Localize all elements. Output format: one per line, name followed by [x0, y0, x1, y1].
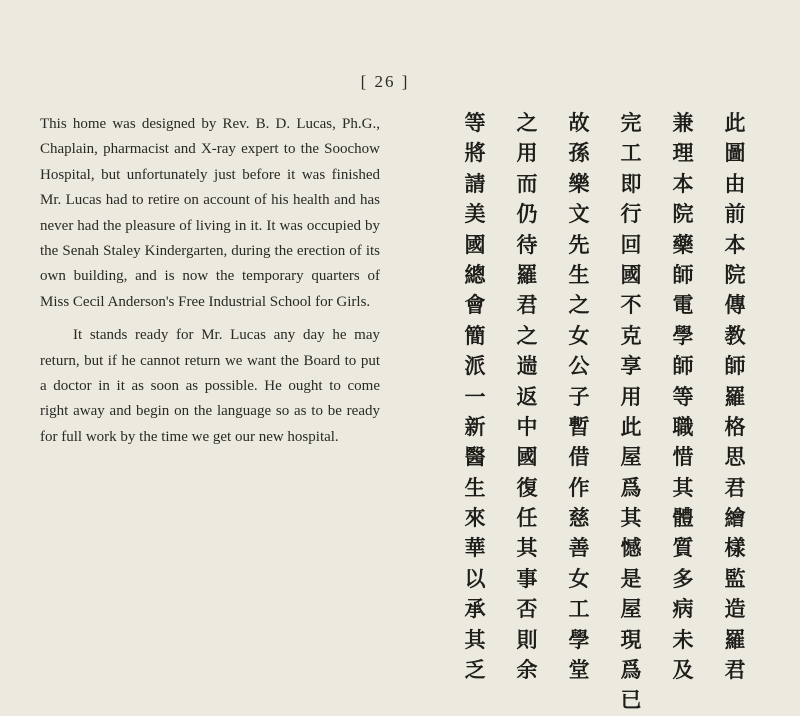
- chinese-char: 故: [568, 111, 590, 135]
- chinese-char: 文: [568, 202, 590, 227]
- chinese-char: 前: [724, 202, 746, 227]
- chinese-char: 醫: [464, 445, 486, 470]
- chinese-char: 繪: [724, 506, 746, 531]
- chinese-char: 遄: [516, 354, 538, 379]
- chinese-char: 師: [672, 262, 694, 287]
- chinese-char: 師: [672, 354, 694, 379]
- chinese-char: 思: [724, 445, 746, 470]
- chinese-char: 新: [464, 414, 486, 439]
- chinese-char: 華: [464, 536, 486, 561]
- chinese-char: 兼: [672, 111, 694, 135]
- chinese-column-2: [668, 108, 698, 716]
- chinese-char: 行: [620, 202, 642, 227]
- chinese-char: 爲: [620, 475, 642, 500]
- chinese-char: 善: [568, 536, 590, 561]
- chinese-char: 其: [464, 627, 486, 652]
- chinese-char: 本: [672, 171, 694, 196]
- chinese-char: 其: [516, 536, 538, 561]
- chinese-char: 先: [568, 232, 590, 257]
- chinese-char: 由: [724, 171, 746, 196]
- chinese-char: 及: [672, 658, 694, 683]
- chinese-char: 學: [568, 627, 590, 652]
- chinese-char: 總: [464, 262, 486, 287]
- chinese-char: 惜: [672, 445, 694, 470]
- chinese-char: 國: [620, 262, 642, 287]
- chinese-column-1: [720, 108, 750, 716]
- chinese-char: 質: [672, 536, 694, 561]
- chinese-char: 現: [620, 627, 642, 652]
- chinese-char: 一: [464, 384, 486, 409]
- chinese-char: 屋: [620, 597, 642, 622]
- page-number: [ 26 ]: [360, 72, 410, 91]
- chinese-char: 院: [672, 202, 694, 227]
- chinese-char: 樣: [724, 536, 746, 561]
- chinese-char: 之: [568, 293, 590, 318]
- chinese-char: 承: [464, 597, 486, 622]
- chinese-char: 美: [464, 202, 486, 227]
- chinese-char: 余: [516, 658, 538, 683]
- chinese-char: 仍: [516, 202, 538, 227]
- chinese-char: 工: [568, 597, 590, 622]
- chinese-char: 屋: [620, 445, 642, 470]
- chinese-char: 格: [724, 414, 746, 439]
- chinese-column-4: [564, 108, 594, 716]
- chinese-column-6: [460, 108, 490, 716]
- chinese-char: 病: [672, 597, 694, 622]
- chinese-char: 生: [568, 262, 590, 287]
- chinese-char: 國: [464, 232, 486, 257]
- chinese-char: 本: [724, 232, 746, 257]
- chinese-char: 暫: [568, 414, 590, 439]
- chinese-column-5: [512, 108, 542, 716]
- chinese-char: 用: [516, 141, 538, 166]
- chinese-char: 借: [568, 445, 590, 470]
- chinese-char: 未: [672, 627, 694, 652]
- english-paragraph-1: This home was designed by Rev. B. D. Lucas, Ph.G., Chaplain, pharmacist and X-ray expert to the Soochow Hospital, but unfortunately just before it was finished Mr. Lucas had to retire on account of his health and has never had the pleasure of living in it. It was occupied by the Senah Staley Kindergarten, during the erection of its own building, and is now the temporary quarters of Miss Cecil Anderson's Free Industrial School for Girls.: [40, 116, 380, 310]
- chinese-char: 堂: [568, 658, 590, 683]
- chinese-char: 否: [516, 597, 538, 622]
- chinese-char: 女: [568, 323, 590, 348]
- chinese-char: 則: [516, 627, 538, 652]
- chinese-char: 羅: [724, 384, 746, 409]
- chinese-char: 理: [672, 141, 694, 166]
- chinese-char: 生: [464, 475, 486, 500]
- chinese-char: 克: [620, 323, 642, 348]
- chinese-char: 復: [516, 475, 538, 500]
- chinese-char: 樂: [568, 171, 590, 196]
- chinese-char: 之: [516, 111, 538, 135]
- chinese-char: 電: [672, 293, 694, 318]
- chinese-char: 任: [516, 506, 538, 531]
- chinese-char: 教: [724, 323, 746, 348]
- chinese-char: 君: [724, 475, 746, 500]
- chinese-char: 其: [620, 506, 642, 531]
- chinese-char: 作: [568, 475, 590, 500]
- chinese-char: 公: [568, 354, 590, 379]
- chinese-char: 院: [724, 262, 746, 287]
- chinese-char: 已: [620, 688, 642, 713]
- chinese-char: 完: [620, 111, 642, 135]
- chinese-char: 返: [516, 384, 538, 409]
- chinese-char: 中: [516, 414, 538, 439]
- chinese-char: 傳: [724, 293, 746, 318]
- chinese-char: 國: [516, 445, 538, 470]
- chinese-char: 孫: [568, 141, 590, 166]
- chinese-char: 藥: [672, 232, 694, 257]
- chinese-char: 造: [724, 597, 746, 622]
- chinese-char: 師: [724, 354, 746, 379]
- chinese-char: 將: [464, 141, 486, 166]
- chinese-char: 來: [464, 506, 486, 531]
- chinese-char: 多: [672, 566, 694, 591]
- chinese-char: 等: [672, 384, 694, 409]
- chinese-char: 以: [464, 566, 486, 591]
- chinese-char: 此: [724, 111, 746, 135]
- chinese-char: 爲: [620, 658, 642, 683]
- chinese-char: 是: [620, 566, 642, 591]
- chinese-char: 即: [620, 171, 642, 196]
- english-text: [40, 112, 380, 450]
- chinese-char: 事: [516, 566, 538, 591]
- chinese-char: 簡: [464, 323, 486, 348]
- chinese-char: 此: [620, 414, 642, 439]
- chinese-char: 用: [620, 384, 642, 409]
- chinese-char: 不: [620, 293, 642, 318]
- chinese-char: 君: [516, 293, 538, 318]
- chinese-char: 女: [568, 566, 590, 591]
- chinese-char: 職: [672, 414, 694, 439]
- chinese-char: 乏: [464, 658, 486, 683]
- chinese-char: 工: [620, 141, 642, 166]
- chinese-char: 體: [672, 506, 694, 531]
- chinese-char: 子: [568, 384, 590, 409]
- chinese-char: 圖: [724, 141, 746, 166]
- chinese-char: 享: [620, 354, 642, 379]
- chinese-char: 學: [672, 323, 694, 348]
- chinese-char: 慈: [568, 506, 590, 531]
- chinese-text: [460, 108, 750, 716]
- chinese-char: 回: [620, 232, 642, 257]
- chinese-char: 請: [464, 171, 486, 196]
- chinese-char: 羅: [724, 627, 746, 652]
- chinese-char: 等: [464, 111, 486, 135]
- chinese-char: 會: [464, 293, 486, 318]
- chinese-char: 待: [516, 232, 538, 257]
- chinese-char: 其: [672, 475, 694, 500]
- chinese-char: 君: [724, 658, 746, 683]
- chinese-char: 監: [724, 566, 746, 591]
- chinese-char: 憾: [620, 536, 642, 561]
- chinese-char: 而: [516, 171, 538, 196]
- chinese-char: 之: [516, 323, 538, 348]
- chinese-char: 派: [464, 354, 486, 379]
- chinese-char: 羅: [516, 262, 538, 287]
- english-paragraph-2: It stands ready for Mr. Lucas any day he may return, but if he cannot return we want the Board to put a doctor in it as soon as possible. He ought to come right away and begin on the language so as to be ready for full work by the time we get our new hospital.: [40, 327, 380, 445]
- chinese-column-3: [616, 108, 646, 716]
